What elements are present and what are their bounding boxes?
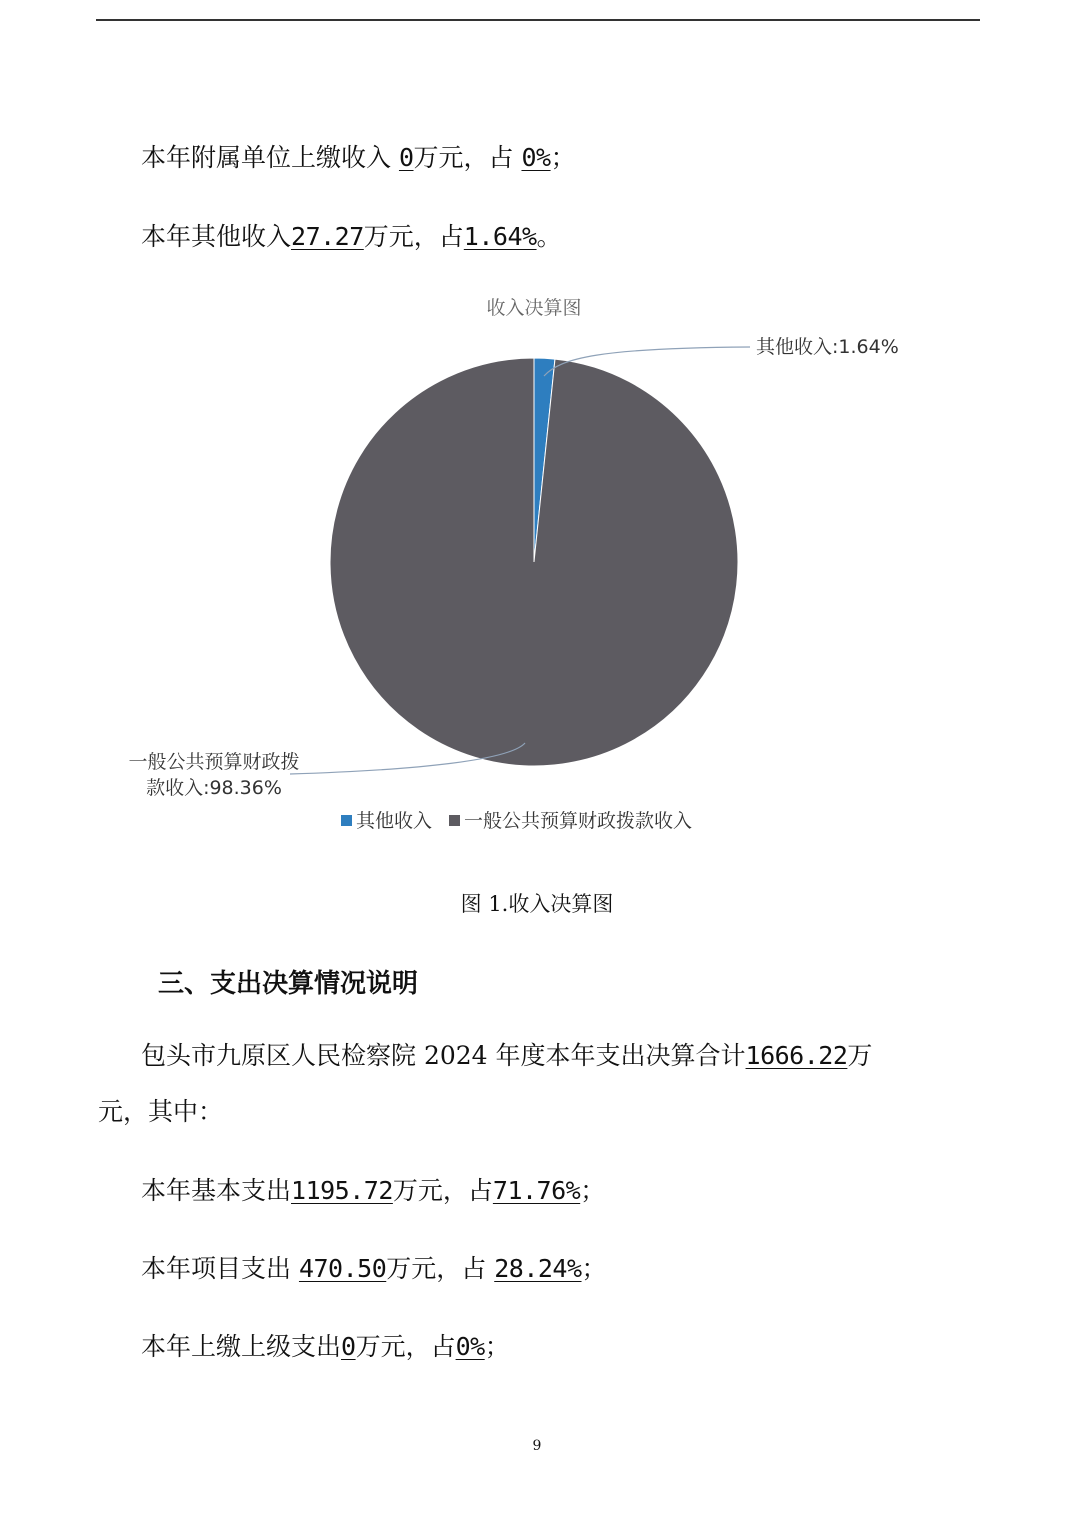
page-number: 9 xyxy=(532,1438,542,1454)
header-rule xyxy=(96,19,980,21)
legend-swatch-general xyxy=(449,815,460,826)
slice-label-general-line2: 款收入:98.36% xyxy=(146,777,282,799)
chart-title: 收入决算图 xyxy=(486,297,582,319)
value-percent: 28.24% xyxy=(494,1254,582,1283)
text: 本年上缴上级支出 xyxy=(141,1332,342,1361)
figure-caption: 图 1.收入决算图 xyxy=(460,892,614,916)
value-percent: 0% xyxy=(521,143,551,172)
text: 本年基本支出 xyxy=(141,1176,292,1205)
value-amount: 1666.22 xyxy=(745,1041,848,1070)
text: ； xyxy=(581,1254,607,1283)
value-amount: 0 xyxy=(341,1332,356,1361)
text: 万元，占 xyxy=(392,1176,493,1205)
text: 本年项目支出 xyxy=(141,1254,299,1283)
text: 万元，占 xyxy=(413,143,522,172)
paragraph-affiliated-income xyxy=(141,145,576,170)
slice-label-general-line1: 一般公共预算财政拨 xyxy=(128,751,300,773)
value-percent: 0% xyxy=(455,1332,485,1361)
income-pie-chart xyxy=(0,280,1074,860)
text: ； xyxy=(484,1332,510,1361)
text: 本年其他收入 xyxy=(141,222,292,251)
value-percent: 71.76% xyxy=(492,1176,581,1205)
paragraph-expenditure-total xyxy=(141,1043,872,1068)
text: ； xyxy=(550,143,576,172)
chart-legend xyxy=(341,810,692,832)
paragraph-basic-expenditure xyxy=(141,1178,605,1203)
text: 万元，占 xyxy=(355,1332,456,1361)
legend-item-other: 其他收入 xyxy=(356,810,433,832)
paragraph-other-income xyxy=(141,224,562,249)
paragraph-upper-expenditure xyxy=(141,1334,510,1359)
text: 万元，占 xyxy=(386,1254,495,1283)
text: 包头市九原区人民检察院 2024 年度本年支出决算合计 xyxy=(141,1041,746,1070)
legend-swatch-other xyxy=(341,815,352,826)
legend-item-general: 一般公共预算财政拨款收入 xyxy=(464,810,693,832)
slice-label-other: 其他收入:1.64% xyxy=(756,336,899,358)
text: ； xyxy=(580,1176,606,1205)
paragraph-expenditure-total-cont: 元，其中： xyxy=(98,1097,224,1126)
text: 万 xyxy=(847,1041,873,1070)
value-amount: 27.27 xyxy=(291,222,364,251)
value-amount: 470.50 xyxy=(298,1254,387,1283)
section-heading: 三、支出决算情况说明 xyxy=(158,969,419,999)
paragraph-project-expenditure xyxy=(141,1256,607,1281)
text: 本年附属单位上缴收入 xyxy=(141,143,399,172)
value-amount: 0 xyxy=(398,143,414,172)
text: 。 xyxy=(536,222,562,251)
value-amount: 1195.72 xyxy=(291,1176,393,1205)
value-percent: 1.64% xyxy=(463,222,537,251)
pie-slice-general-budget-income xyxy=(330,358,738,766)
text: 万元，占 xyxy=(363,222,464,251)
